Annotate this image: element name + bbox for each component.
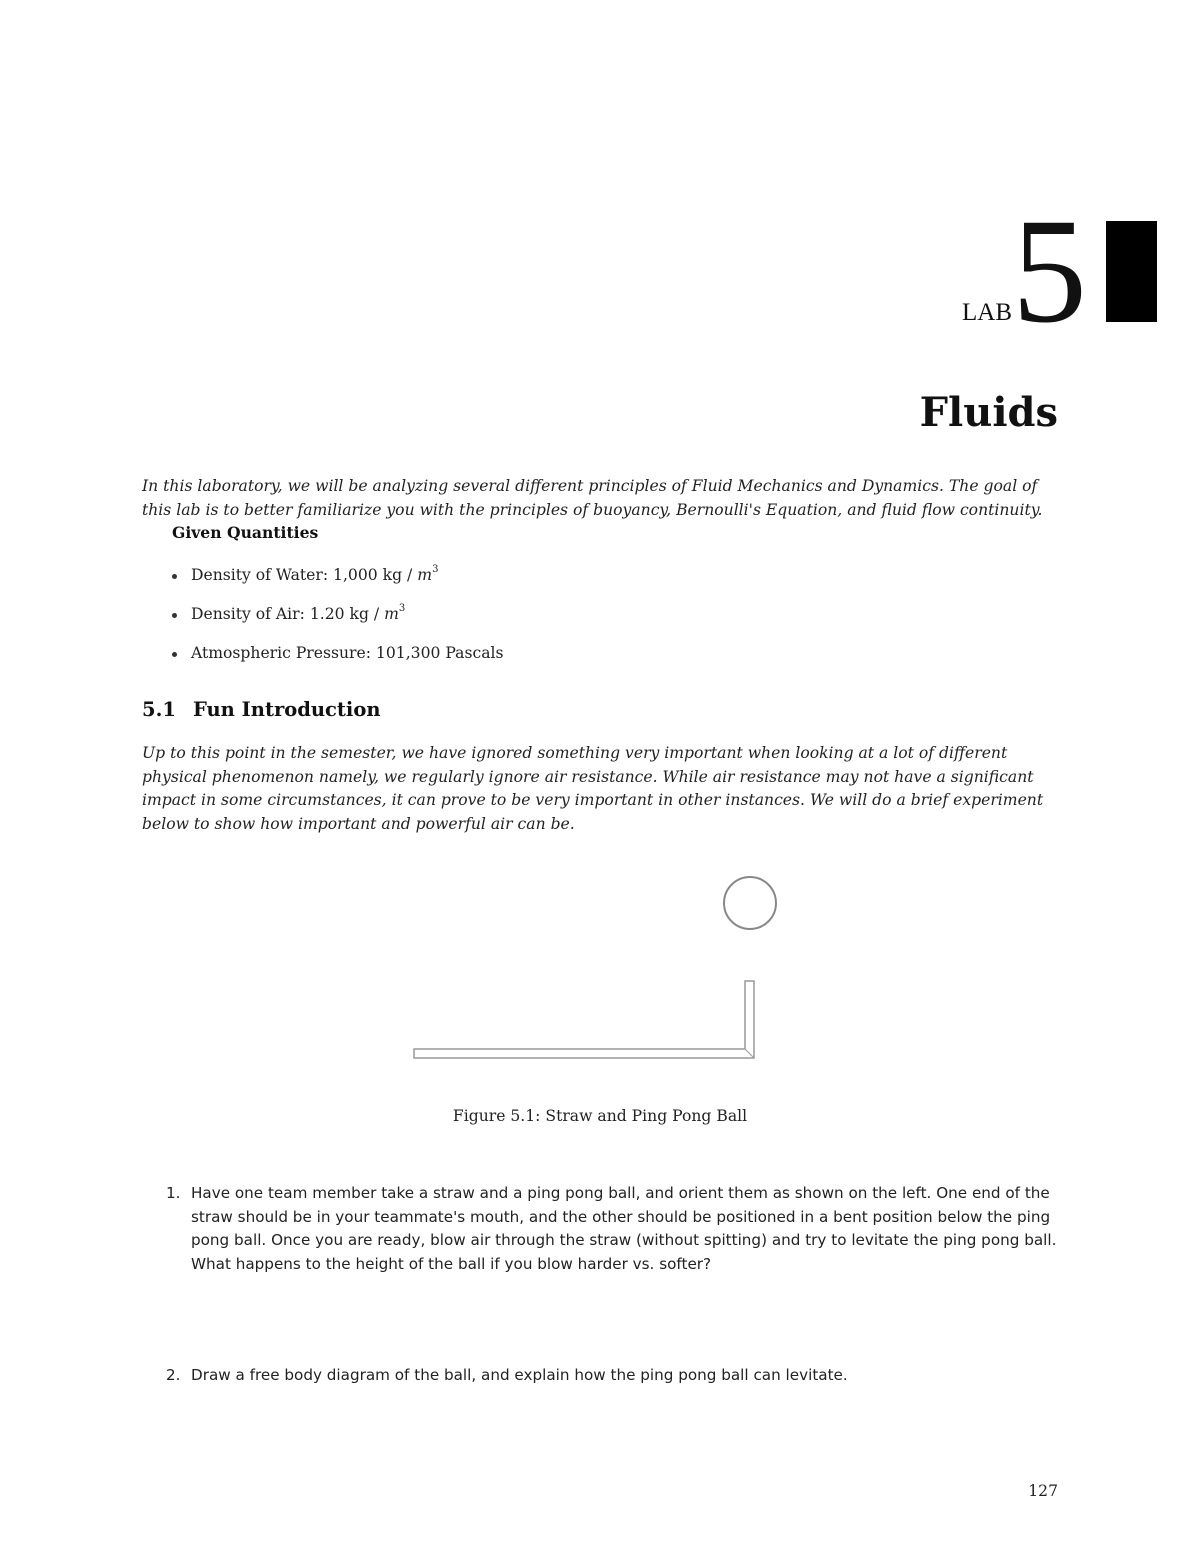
question-list [162, 1182, 1064, 1388]
quantity-text: Density of Water: 1,000 kg / [191, 566, 413, 584]
figure-caption: Figure 5.1: Straw and Ping Pong Ball [452, 1107, 748, 1125]
quantity-text: Density of Air: 1.20 kg / [191, 605, 380, 623]
section-number: 5.1 [142, 698, 176, 721]
list-item [172, 561, 503, 600]
page-number: 127 [1028, 1482, 1058, 1500]
intro-paragraph: In this laboratory, we will be analyzing several different principles of Fluid Mechanics and Dynamics. The goal of this lab is to better familiarize you with the principles of buoyancy, Bernoulli's Equation, and fluid flow continuity. [142, 477, 1043, 519]
section-title: Fun Introduction [193, 698, 381, 721]
bullet-icon [172, 613, 177, 618]
ping-pong-ball [724, 877, 776, 929]
question-text: Draw a free body diagram of the ball, and explain how the ping pong ball can levitate. [191, 1366, 848, 1384]
question-number: 2. [166, 1366, 181, 1384]
unit-exponent: 3 [432, 563, 439, 575]
list-item [172, 639, 503, 678]
given-quantities-heading: Given Quantities [172, 523, 319, 542]
list-item [172, 600, 503, 639]
quantity-unit: m [417, 566, 433, 584]
chapter-thumb-tab [1106, 221, 1157, 322]
chapter-label: LAB [962, 299, 1012, 326]
quantity-text: Atmospheric Pressure: 101,300 Pascals [191, 644, 504, 662]
quantity-unit: m [384, 605, 399, 623]
bullet-icon [172, 652, 177, 657]
section-paragraph: Up to this point in the semester, we have ignored something very important when looking at a lot of different physical phenomenon namely, we regularly ignore air resistance. While air resistance may not have a significant impact in some circumstances, it can prove to be very important in other instances. We will do a brief experiment below to show how important and powerful air can be. [142, 744, 1044, 833]
unit-exponent: 3 [398, 602, 406, 614]
chapter-number: 5 [1012, 188, 1087, 354]
question-text: Have one team member take a straw and a ping pong ball, and orient them as shown on the left. One end of the straw should be in your teammate's mouth, and the other should be positioned in a bent position below the ping pong ball. Once you are ready, blow air through the straw (without spitting) and try to levitate the ping pong ball. What happens to the height of the ball if you blow harder vs. softer? [191, 1184, 1057, 1273]
question-number: 1. [166, 1184, 181, 1202]
bullet-icon [172, 574, 177, 579]
list-item [162, 1364, 1064, 1388]
straw-bend [745, 1049, 754, 1058]
given-quantities-list [172, 561, 503, 678]
straw-and-ball-figure [0, 860, 1200, 1070]
chapter-title: Fluids [919, 389, 1058, 436]
list-item [162, 1182, 1064, 1364]
straw [414, 981, 754, 1058]
